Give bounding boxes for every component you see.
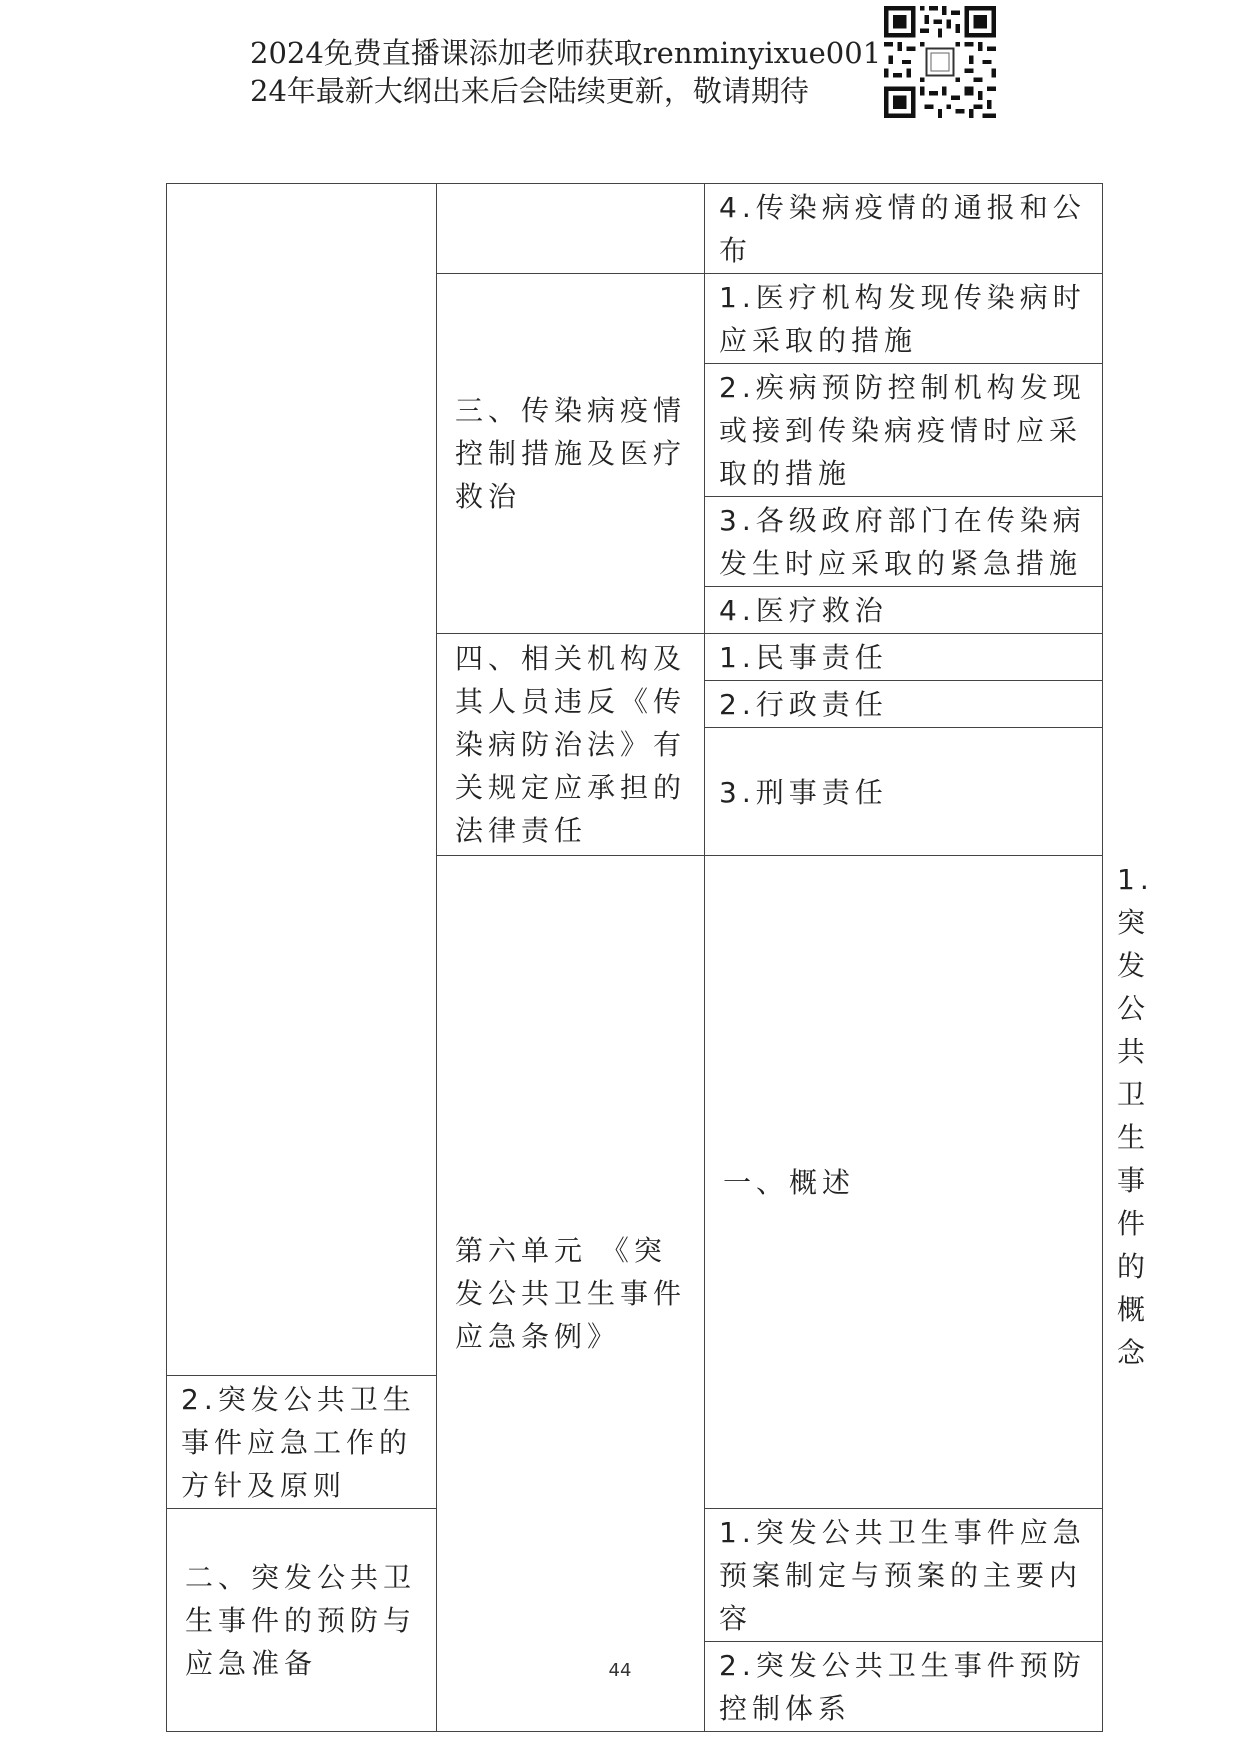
- section-cell: 三、传染病疫情控制措施及医疗救治: [437, 274, 705, 634]
- topic-cell: 4.医疗救治: [705, 587, 1103, 634]
- topic-cell: 3.刑事责任: [705, 728, 1103, 856]
- topic-cell: 2.疾病预防控制机构发现或接到传染病疫情时应采取的措施: [705, 364, 1103, 497]
- topic-cell: 1.医疗机构发现传染病时应采取的措施: [705, 274, 1103, 364]
- page-number: 44: [608, 1660, 632, 1681]
- section-cell: 二、突发公共卫生事件的预防与应急准备: [167, 1509, 437, 1732]
- topic-cell: 4.传染病疫情的通报和公布: [705, 184, 1103, 274]
- topic-cell: 3.各级政府部门在传染病发生时应采取的紧急措施: [705, 497, 1103, 587]
- table-row: [167, 184, 1103, 274]
- watermark-line-2: 24年最新大纲出来后会陆续更新，敬请期待: [250, 74, 809, 108]
- unit-cell-continued: [167, 184, 437, 1376]
- qr-code-icon: [884, 6, 996, 118]
- section-cell: 一、概述: [705, 856, 1103, 1509]
- unit-cell: 第六单元 《突发公共卫生事件应急条例》: [437, 856, 705, 1732]
- table-row: 第六单元 《突发公共卫生事件应急条例》 一、概述 1.突发公共卫生事件的概念: [167, 856, 1103, 1376]
- watermark-line-1: 2024免费直播课添加老师获取renminyixue001: [250, 36, 882, 70]
- topic-cell: 2.突发公共卫生事件预防控制体系: [705, 1642, 1103, 1732]
- section-cell: 四、相关机构及其人员违反《传染病防治法》有关规定应承担的法律责任: [437, 634, 705, 856]
- watermark-header: [250, 34, 882, 110]
- syllabus-table: [166, 183, 1154, 1732]
- topic-cell: 1.突发公共卫生事件应急预案制定与预案的主要内容: [705, 1509, 1103, 1642]
- section-cell-continued: [437, 184, 705, 274]
- topic-cell: 2.突发公共卫生事件应急工作的方针及原则: [167, 1376, 437, 1509]
- topic-cell: 2.行政责任: [705, 681, 1103, 728]
- topic-cell: 1.民事责任: [705, 634, 1103, 681]
